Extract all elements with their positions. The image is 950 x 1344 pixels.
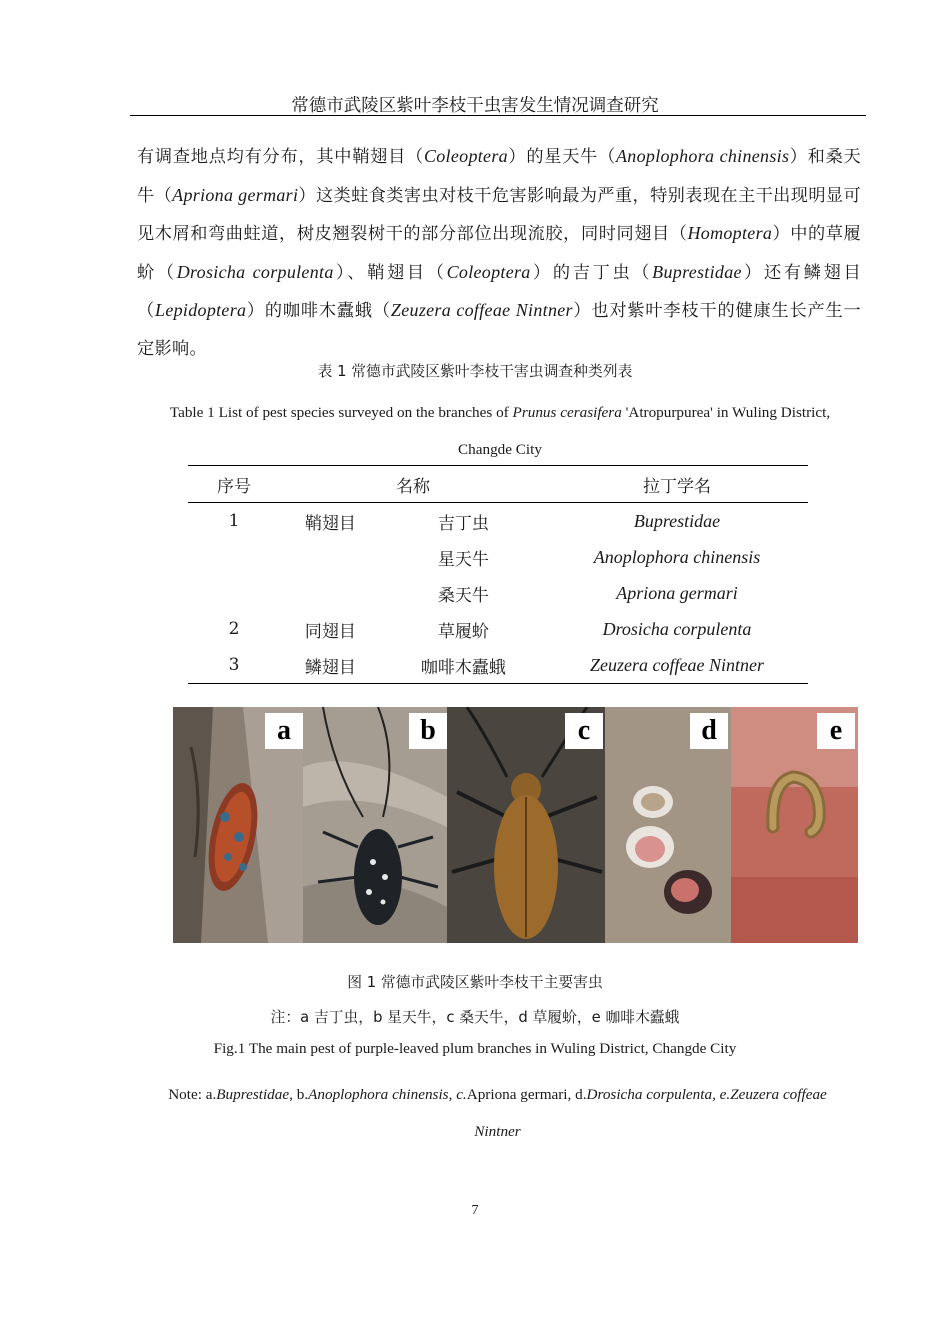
latin-term: Drosicha corpulenta, e.Zeuzera coffeae Nintner [474, 1086, 827, 1140]
photo-panel-b [303, 707, 447, 943]
pest-photo-figure [173, 707, 858, 943]
cell-order: 同翅目 [304, 621, 356, 642]
figure-note-en: Note: a.Buprestidae, b.Anoplophora chinensis, c.Apriona germari, d.Drosicha corpulenta, e.Zeuzera coffeae Nintner [168, 1086, 827, 1140]
panel-label-a: a [265, 713, 303, 749]
cell-latin: Anoplophora chinensis [593, 546, 761, 567]
cell-name: 星天牛 [437, 549, 489, 570]
cell-latin: Drosicha corpulenta [602, 618, 752, 639]
latin-term: Buprestidae [652, 261, 742, 282]
panel-label-c: c [565, 713, 603, 749]
photo-panel-d [605, 707, 731, 943]
table-row [188, 575, 808, 611]
cell-order [280, 575, 381, 611]
photo-panel-a [173, 707, 303, 943]
cell-no: 3 [188, 647, 280, 684]
cell-latin: Apriona germari [616, 582, 738, 603]
cell-name: 桑天牛 [437, 585, 489, 606]
latin-term: Zeuzera coffeae Nintner [390, 300, 573, 320]
running-header: 常德市武陵区紫叶李枝干虫害发生情况调查研究 [291, 96, 659, 116]
latin-term: Drosicha corpulenta [176, 261, 334, 282]
cell-order [280, 539, 381, 575]
table-row [188, 503, 808, 540]
cell-name: 吉丁虫 [437, 513, 489, 534]
latin-term: Buprestidae [216, 1086, 290, 1103]
table-row [188, 611, 808, 647]
table-row [188, 539, 808, 575]
figure-note-cn: 注：a 吉丁虫，b 星天牛，c 桑天牛，d 草履蚧，e 咖啡木蠹蛾 [270, 1009, 680, 1026]
header-rule [130, 115, 866, 116]
latin-term: Lepidoptera [155, 300, 247, 320]
latin-term: Anoplophora chinensis [616, 146, 790, 166]
table-header-row [188, 466, 808, 503]
cell-name: 草履蚧 [437, 621, 489, 642]
latin-term: Apriona germari [172, 184, 299, 205]
cell-no: 1 [228, 511, 240, 531]
figure-caption-en: Fig.1 The main pest of purple-leaved plum branches in Wuling District, Changde City [213, 1040, 737, 1057]
pest-table [188, 465, 808, 684]
cell-no [188, 539, 280, 575]
latin-term: Prunus cerasifera [512, 404, 622, 421]
panel-label-b: b [409, 713, 447, 749]
col-header-no: 序号 [188, 466, 280, 503]
photo-panel-e [731, 707, 858, 943]
cell-no: 2 [228, 619, 240, 639]
page-number: 7 [471, 1203, 479, 1218]
cell-order: 鞘翅目 [304, 513, 356, 534]
cell-latin: Zeuzera coffeae Nintner [546, 647, 808, 684]
latin-term: Homoptera [687, 223, 773, 243]
figure-caption-cn: 图 1 常德市武陵区紫叶李枝干主要害虫 [347, 974, 603, 991]
latin-term: Anoplophora chinensis [308, 1086, 449, 1103]
panel-label-e: e [817, 713, 855, 749]
body-paragraph: 有调查地点均有分布，其中鞘翅目（Coleoptera）的星天牛（Anoplophora chinensis）和桑天牛（Apriona germari）这类蛀食类害虫对枝干危害影响最为严重，特别表现在主干出现明显可见木屑和弯曲蛀道，树皮翘裂树干的部分部位出现流胶，同时同翅目（Homoptera）中的草履蚧（Drosicha corpulenta）、鞘翅目（Coleoptera）的吉丁虫（Buprestidae）还有鳞翅目（Lepidoptera）的咖啡木蠹蛾（Zeuzera coffeae Nintner）也对紫叶李枝干的健康生长产生一定影响。 [137, 146, 862, 359]
cell-latin: Buprestidae [633, 510, 721, 531]
cell-name: 咖啡木蠹蛾 [381, 647, 546, 684]
table-row [188, 647, 808, 684]
photo-panel-c [447, 707, 605, 943]
latin-term: Coleoptera [446, 261, 531, 282]
latin-term: Coleoptera [423, 146, 508, 166]
panel-label-d: d [690, 713, 728, 749]
col-header-latin: 拉丁学名 [546, 466, 808, 503]
latin-term: c. [456, 1086, 467, 1103]
cell-order: 鳞翅目 [280, 647, 381, 684]
cell-no [188, 575, 280, 611]
table-caption-en: Table 1 List of pest species surveyed on the branches of Prunus cerasifera 'Atropurpurea' in Wuling District, Changde City [169, 404, 831, 458]
table-caption-cn: 表 1 常德市武陵区紫叶李枝干害虫调查种类列表 [317, 363, 633, 380]
col-header-name: 名称 [280, 466, 546, 503]
